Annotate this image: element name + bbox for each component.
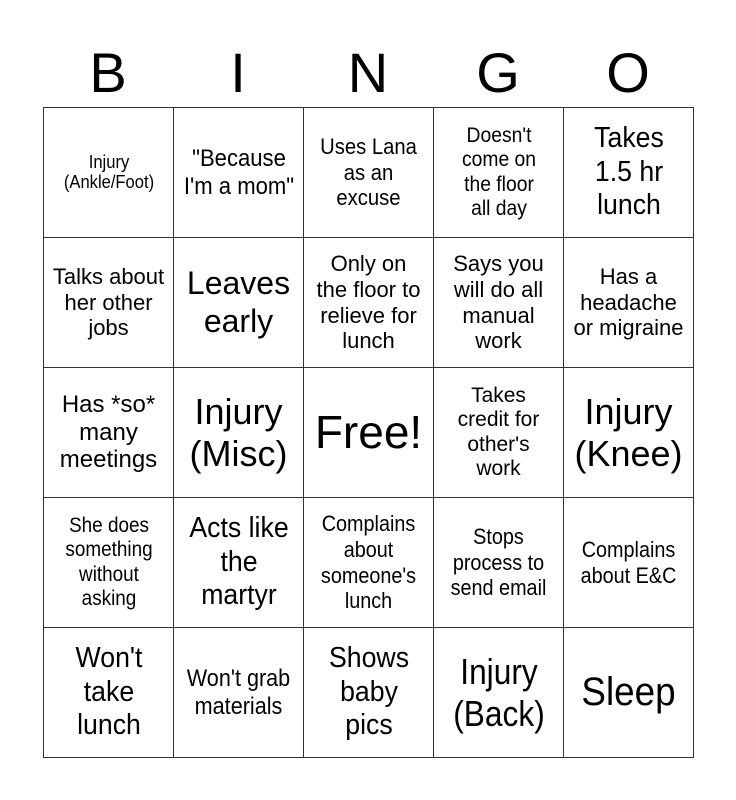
header-letter-n: N xyxy=(347,41,389,104)
bingo-cell-text: Won't take lunch xyxy=(75,642,142,742)
bingo-header xyxy=(43,40,693,106)
bingo-cell[interactable] xyxy=(44,498,174,628)
bingo-cell[interactable] xyxy=(434,498,564,628)
bingo-cell[interactable] xyxy=(564,498,694,628)
bingo-cell[interactable] xyxy=(44,238,174,368)
bingo-cell-text: Injury (Back) xyxy=(452,650,545,734)
header-letter-o: O xyxy=(606,41,650,104)
bingo-cell-text: Leaves early xyxy=(186,265,291,339)
bingo-cell-text: Injury (Knee) xyxy=(574,390,683,474)
bingo-cell-text: Shows baby pics xyxy=(328,642,409,742)
bingo-cell-text: Won't grab materials xyxy=(186,664,291,720)
bingo-cell-text: Only on the floor to relieve for lunch xyxy=(316,251,421,354)
bingo-cell[interactable] xyxy=(174,368,304,498)
bingo-cell-text: Uses Lana as an excuse xyxy=(320,134,417,211)
bingo-cell[interactable] xyxy=(304,628,434,758)
bingo-cell[interactable] xyxy=(434,368,564,498)
bingo-cell-text: Injury (Ankle/Foot) xyxy=(63,151,154,193)
header-letter-g: G xyxy=(476,41,520,104)
bingo-cell-text: Free! xyxy=(314,405,423,458)
bingo-row xyxy=(44,498,694,628)
bingo-cell-text: Stops process to send email xyxy=(450,524,547,601)
bingo-cell[interactable] xyxy=(304,238,434,368)
bingo-cell-text: Says you will do all manual work xyxy=(453,251,544,354)
bingo-cell-text: Has a headache or migraine xyxy=(573,264,684,341)
bingo-row xyxy=(44,108,694,238)
bingo-cell[interactable] xyxy=(44,628,174,758)
bingo-cell[interactable] xyxy=(434,628,564,758)
bingo-cell-text: Takes credit for other's work xyxy=(457,383,540,480)
bingo-cell[interactable] xyxy=(564,238,694,368)
bingo-row xyxy=(44,368,694,498)
bingo-row xyxy=(44,628,694,758)
bingo-row xyxy=(44,238,694,368)
bingo-cell[interactable] xyxy=(174,238,304,368)
bingo-cell[interactable] xyxy=(304,498,434,628)
bingo-cell-text: Acts like the martyr xyxy=(188,512,289,612)
bingo-cell[interactable] xyxy=(174,628,304,758)
bingo-cell-text: "Because I'm a mom" xyxy=(183,144,294,200)
bingo-cell-text: Takes 1.5 hr lunch xyxy=(593,122,664,222)
bingo-cell-text: Sleep xyxy=(581,670,676,715)
bingo-cell-text: Complains about E&C xyxy=(580,536,677,588)
bingo-cell[interactable] xyxy=(174,498,304,628)
bingo-cell-text: Injury (Misc) xyxy=(189,390,288,474)
bingo-cell[interactable] xyxy=(304,368,434,498)
bingo-cell[interactable] xyxy=(304,108,434,238)
bingo-cell[interactable] xyxy=(44,368,174,498)
bingo-cell-text: Talks about her other jobs xyxy=(52,264,165,341)
header-letter-i: I xyxy=(230,41,246,104)
bingo-cell[interactable] xyxy=(44,108,174,238)
header-letter-b: B xyxy=(89,41,127,104)
bingo-grid xyxy=(43,107,694,758)
bingo-cell[interactable] xyxy=(434,238,564,368)
bingo-cell-text: She does something without asking xyxy=(64,513,153,610)
bingo-cell[interactable] xyxy=(564,368,694,498)
bingo-cell-text: Complains about someone's lunch xyxy=(320,511,417,614)
bingo-cell[interactable] xyxy=(434,108,564,238)
bingo-cell[interactable] xyxy=(564,628,694,758)
bingo-cell-text: Has *so* many meetings xyxy=(59,390,158,474)
bingo-cell-text: Doesn't come on the floor all day xyxy=(461,123,536,220)
bingo-cell[interactable] xyxy=(174,108,304,238)
bingo-cell[interactable] xyxy=(564,108,694,238)
